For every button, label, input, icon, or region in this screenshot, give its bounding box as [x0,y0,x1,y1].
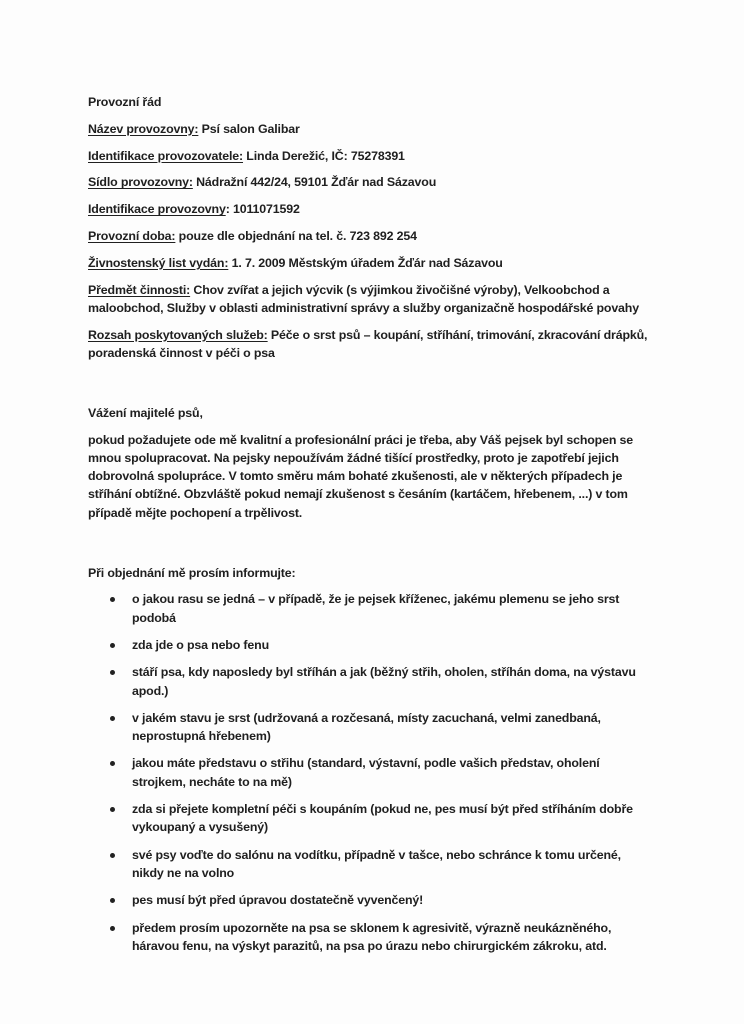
field-value: Nádražní 442/24, 59101 Žďár nad Sázavou [192,175,437,190]
field-value: pouze dle objednání na tel. č. 723 892 254 [175,228,417,243]
list-item-text: o jakou rasu se jedná – v případě, že je pejsek kříženec, jakému plemenu se jeho srst podobá [132,592,620,625]
field-value: Chov zvířat a jejich výcvik (s výjimkou živočišné výroby), Velkoobchod a maloobchod, Služby v oblasti administrativní správy a služby organizačně hospodářské povahy [88,282,639,315]
field-service-scope [88,326,658,363]
field-label: Provozní doba: [88,228,176,243]
list-item-text: pes musí být před úpravou dostatečně vyvenčený! [132,893,424,908]
field-label: Identifikace provozovatele: [88,148,244,163]
bullet-icon [110,926,115,931]
list-item-text: zda si přejete kompletní péči s koupáním (pokud ne, pes musí být před stříháním dobře vykoupaný a vysušený) [132,802,633,835]
greeting: Vážení majitelé psů, [88,406,203,421]
bullet-icon [110,761,115,766]
field-label: Název provozovny: [88,121,199,136]
bullet-icon [110,898,115,903]
list-item [88,891,652,909]
field-value: Péče o srst psů – koupání, stříhání, trimování, zkracování drápků, poradenská činnost v péči o psa [88,327,648,360]
field-label: Sídlo provozovny: [88,175,193,190]
list-item-text: zda jde o psa nebo fenu [132,637,269,652]
list-intro: Při objednání mě prosím informujte: [88,566,296,581]
list-item [88,846,652,883]
bullet-icon [110,807,115,812]
field-facility-address [88,173,658,191]
list-item-text: jakou máte představu o střihu (standard, výstavní, podle vašich představ, oholení strojkem, necháte to na mě) [132,756,600,789]
bullet-icon [110,716,115,721]
list-item-text: své psy voďte do salónu na vodítku, případně v tašce, nebo schránce k tomu určené, nikdy ne na volno [132,847,621,880]
intro-paragraph: pokud požadujete ode mě kvalitní a profesionální práci je třeba, aby Váš pejsek byl schopen se mnou spolupracovat. Na pejsky nepoužívám žádné tišící prostředky, proto je zapotřebí jejich dobrovolná spolupráce. V tomto směru mám bohaté zkušenosti, ale v některých případech je stříhání obtížné. Obzvláště pokud nemají zkušenost s česáním (kartáčem, hřebenem, ...) v tom případě mějte pochopení a trpělivost. [88,432,634,520]
field-value: Linda Derežić, IČ: 75278391 [243,148,405,163]
field-label: Předmět činnosti: [88,282,191,297]
document-title: Provozní řád [88,95,162,109]
list-item [88,754,652,791]
bullet-icon [110,670,115,675]
field-facility-name [88,120,658,138]
list-item-text: předem prosím upozorněte na psa se sklonem k agresivitě, výrazně neukázněného, háravou fenu, na výskyt parazitů, na psa po úrazu nebo chirurgickém zákroku, atd. [132,920,612,953]
field-label: Identifikace provozovny [88,202,226,217]
field-value: : 1011071592 [225,202,300,217]
bullet-icon [110,643,115,648]
field-value: Psí salon Galibar [198,121,300,136]
list-item [88,709,652,746]
field-label: Živnostenský list vydán: [88,255,229,270]
list-item [88,800,652,837]
bullet-icon [110,853,115,858]
list-item [88,919,652,956]
field-operator-id [88,147,658,165]
list-item [88,663,652,700]
list-item [88,590,652,627]
field-label: Rozsah poskytovaných služeb: [88,327,268,342]
document-body [88,93,658,964]
list-item-text: v jakém stavu je srst (udržovaná a rozčesaná, místy zacuchaná, velmi zanedbaná, neprostupná hřebenem) [132,710,601,744]
bullet-icon [110,597,115,602]
field-opening-hours [88,227,658,245]
list-item [88,636,652,654]
field-business-activity [88,281,658,318]
info-list [88,590,658,955]
list-item-text: stáří psa, kdy naposledy byl stříhán a jak (běžný střih, oholen, stříhán doma, na výstavu apod.) [132,665,636,698]
field-facility-id [88,200,658,218]
field-trade-license [88,254,658,272]
field-value: 1. 7. 2009 Městským úřadem Žďár nad Sázavou [228,255,503,270]
